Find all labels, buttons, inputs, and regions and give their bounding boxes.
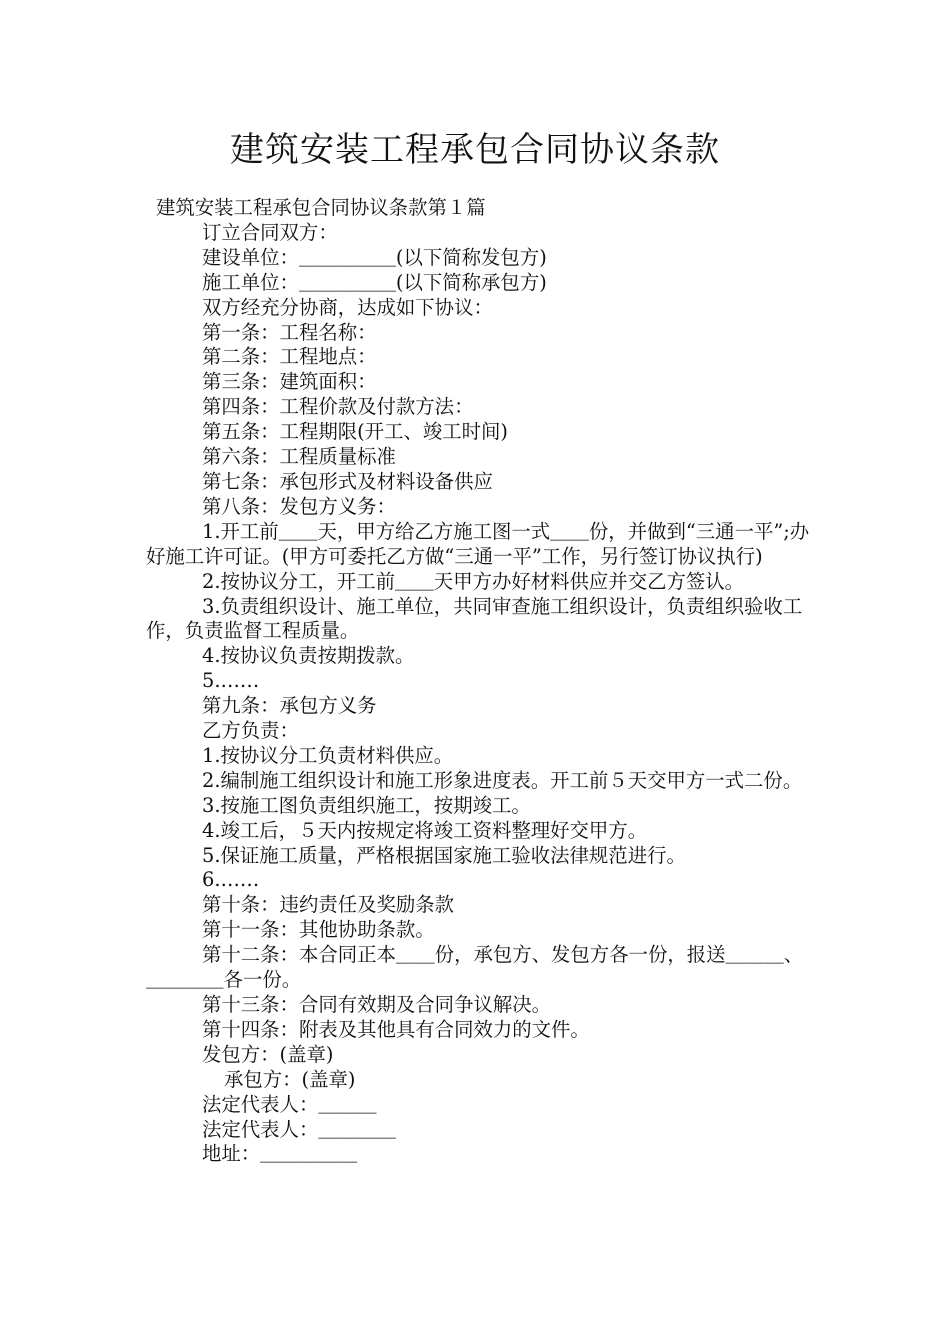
list-item: 3.负责组织设计、施工单位，共同审查施工组织设计，负责组织验收工作，负责监督工程质量。 <box>146 594 803 643</box>
list-item: 4.按协议负责按期拨款。 <box>202 644 415 668</box>
list-item: 6.…… <box>202 868 260 892</box>
list-item: 5.…… <box>202 669 260 693</box>
document-title: 建筑安装工程承包合同协议条款 <box>230 130 720 170</box>
clause-heading: 第三条：建筑面积： <box>202 370 377 394</box>
signature-line: 地址：＿＿＿＿＿ <box>202 1142 358 1166</box>
signature-line: 承包方：(盖章) <box>224 1067 356 1091</box>
clause-heading: 第九条：承包方义务 <box>202 694 377 718</box>
clause-heading: 第五条：工程期限(开工、竣工时间) <box>202 420 508 444</box>
clause-heading: 第十三条：合同有效期及合同争议解决。 <box>202 993 552 1016</box>
clause-heading: 第四条：工程价款及付款方法： <box>202 395 474 419</box>
list-item: 2.编制施工组织设计和施工形象进度表。开工前５天交甲方一式二份。 <box>202 768 803 792</box>
clause-heading: 第十四条：附表及其他具有合同效力的文件。 <box>202 1017 590 1041</box>
list-item: 4.竣工后，５天内按规定将竣工资料整理好交甲方。 <box>202 818 648 842</box>
list-item: 1.按协议分工负责材料供应。 <box>202 743 454 767</box>
clause-heading: 第二条：工程地点： <box>202 345 377 369</box>
clause-heading: 第十一条：其他协助条款。 <box>202 918 435 942</box>
paragraph: 订立合同双方： <box>202 220 338 244</box>
clause-heading: 第六条：工程质量标准 <box>202 445 396 469</box>
list-item: 3.按施工图负责组织施工，按期竣工。 <box>202 793 531 817</box>
list-item: 1.开工前＿＿天，甲方给乙方施工图一式＿＿份，并做到“三通一平”;办好施工许可证。(甲方可委托乙方做“三通一平”工作，另行签订协议执行) <box>146 519 810 568</box>
clause-heading: 第十二条：本合同正本＿＿份，承包方、发包方各一份，报送＿＿＿、＿＿＿＿各一份。 <box>146 943 804 992</box>
paragraph: 建设单位：＿＿＿＿＿(以下简称发包方) <box>202 245 547 269</box>
clause-heading: 第八条：发包方义务： <box>202 494 396 518</box>
clause-heading: 第七条：承包形式及材料设备供应 <box>202 469 493 493</box>
signature-line: 法定代表人：＿＿＿ <box>202 1092 377 1116</box>
paragraph: 施工单位：＿＿＿＿＿(以下简称承包方) <box>202 270 547 294</box>
list-item: 5.保证施工质量，严格根据国家施工验收法律规范进行。 <box>202 843 686 867</box>
signature-line: 法定代表人：＿＿＿＿ <box>202 1117 396 1141</box>
clause-heading: 第十条：违约责任及奖励条款 <box>202 893 455 917</box>
signature-line: 发包方：(盖章) <box>202 1042 334 1066</box>
paragraph: 乙方负责： <box>202 719 299 743</box>
clause-heading: 第一条：工程名称： <box>202 320 377 344</box>
list-item: 2.按协议分工，开工前＿＿天甲方办好材料供应并交乙方签认。 <box>202 569 745 593</box>
article-subtitle: 建筑安装工程承包合同协议条款第１篇 <box>156 196 486 219</box>
document-body <box>146 196 814 1167</box>
paragraph: 双方经充分协商，达成如下协议： <box>202 295 493 319</box>
